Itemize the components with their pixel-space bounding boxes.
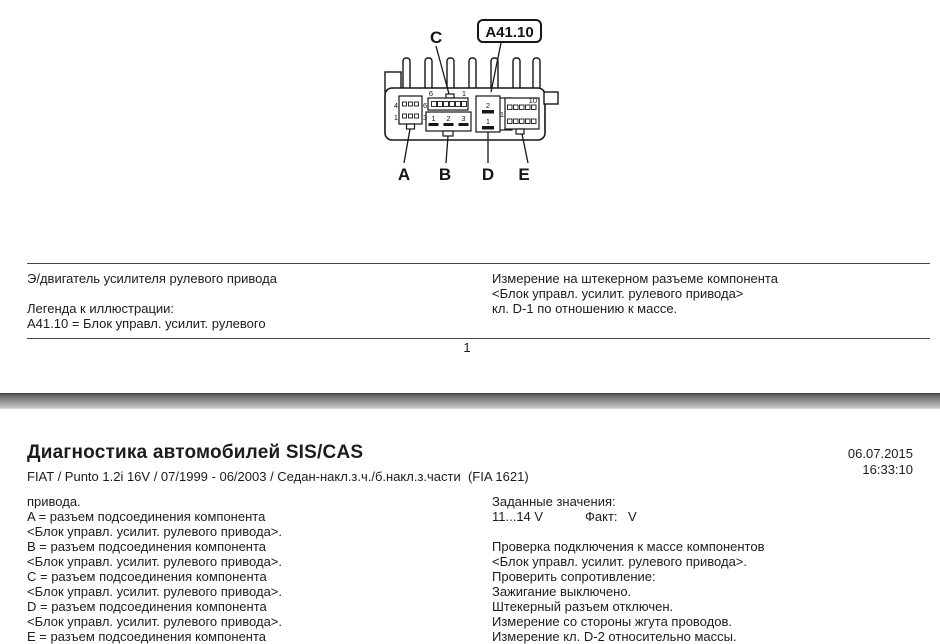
measurement-line: Измерение на штекерном разъеме компонента: [492, 271, 778, 286]
legend-heading: Легенда к иллюстрации:: [27, 301, 175, 316]
connector-label-b: B: [438, 165, 452, 184]
text-line: B = разъем подсоединения компонента: [27, 539, 267, 554]
pin-b2: 2: [446, 114, 451, 123]
vehicle-subtitle: FIAT / Punto 1.2i 16V / 07/1999 - 06/2003 / Седан-накл.з.ч./б.накл.з.части (FIA 1621): [27, 469, 529, 484]
pin-a6: 6: [423, 101, 428, 110]
callout-c-label: C: [430, 28, 443, 47]
pin-a4: 4: [393, 101, 398, 110]
text-line: <Блок управл. усилит. рулевого привода>.: [27, 614, 283, 629]
connector-block-diagram: [383, 15, 563, 185]
text-line: Штекерный разъем отключен.: [492, 599, 674, 614]
legend-entry: А41.10 = Блок управл. усилит. рулевого: [27, 316, 266, 331]
target-values-heading: Заданные значения:: [492, 494, 616, 509]
connector-description-column: [27, 494, 282, 644]
text-line: C = разъем подсоединения компонента: [27, 569, 267, 584]
page-break-separator: [0, 393, 940, 409]
print-datetime: [848, 446, 913, 478]
section-divider-top: [27, 263, 930, 264]
measurement-line: кл. D-1 по отношению к массе.: [492, 301, 678, 316]
pin-b3: 3: [461, 114, 466, 123]
page-title: Диагностика автомобилей SIS/CAS: [27, 442, 364, 463]
text-line: привода.: [27, 494, 81, 509]
section-divider-bottom: [27, 338, 930, 339]
text-line: Проверить сопротивление:: [492, 569, 656, 584]
terminal-prongs-icon: [385, 58, 540, 92]
print-date: 06.07.2015: [847, 446, 913, 461]
component-title: Э/двигатель усилителя рулевого привода: [27, 271, 277, 286]
pin-a1: 1: [393, 113, 398, 122]
print-time: 16:33:10: [862, 462, 913, 477]
pin-c1: 1: [461, 89, 467, 98]
pin-d2: 2: [485, 101, 491, 110]
connector-a: [399, 96, 422, 129]
target-value-row: [492, 509, 765, 524]
text-line: A = разъем подсоединения компонента: [27, 509, 266, 524]
blank-line: [492, 524, 765, 539]
pin-e1: 1: [499, 110, 504, 119]
text-line: Измерение со стороны жгута проводов.: [492, 614, 732, 629]
measurement-line: <Блок управл. усилит. рулевого привода>: [492, 286, 744, 301]
pin-d1: 1: [485, 117, 491, 126]
page-number: 1: [463, 340, 471, 355]
measurement-block: [492, 271, 778, 316]
pin-e10: 10: [528, 96, 537, 105]
a41-callout-label: A41.10: [485, 24, 534, 41]
pin-b1: 1: [431, 114, 436, 123]
text-line: D = разъем подсоединения компонента: [27, 599, 267, 614]
text-line: E = разъем подсоединения компонента: [27, 629, 267, 644]
connector-label-d: D: [481, 165, 495, 184]
fact-label: Факт:: [585, 509, 618, 524]
text-line: Измерение кл. D-2 относительно массы.: [492, 629, 737, 644]
text-line: <Блок управл. усилит. рулевого привода>.: [27, 554, 283, 569]
voltage-range: 11...14 V: [492, 509, 544, 524]
side-tab: [544, 92, 558, 104]
test-procedure-column: [492, 494, 765, 644]
pin-a3: 3: [423, 113, 428, 122]
text-line: Зажигание выключено.: [492, 584, 632, 599]
fact-unit: V: [628, 509, 637, 524]
connector-label-a: A: [397, 165, 411, 184]
text-line: <Блок управл. усилит. рулевого привода>.: [27, 584, 283, 599]
text-line: <Блок управл. усилит. рулевого привода>.: [492, 554, 748, 569]
text-line: Проверка подключения к массе компонентов: [492, 539, 765, 554]
blank-line: [27, 286, 277, 301]
connector-label-e: E: [518, 165, 530, 184]
text-line: <Блок управл. усилит. рулевого привода>.: [27, 524, 283, 539]
legend-block: [27, 271, 277, 331]
pin-c6: 6: [428, 89, 434, 98]
